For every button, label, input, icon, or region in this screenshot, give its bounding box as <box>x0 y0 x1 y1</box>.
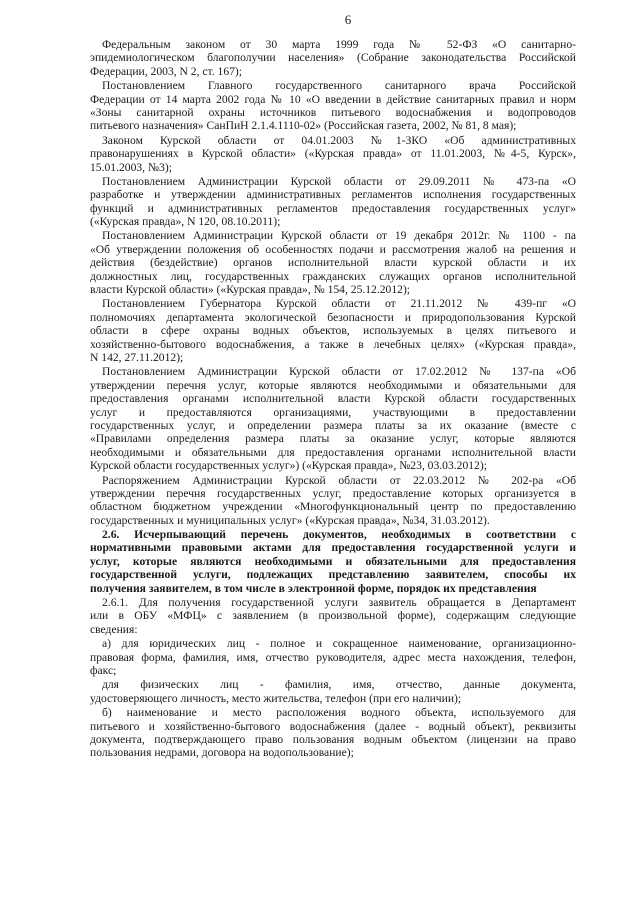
paragraph <box>90 365 576 472</box>
section-heading <box>90 528 576 595</box>
text-line: Постановлением Администрации Курской области от 17.02.2012 № 137-па «Об <box>102 365 576 379</box>
text-line: Постановлением Губернатора Курской области от 21.11.2012 № 439-пг «О <box>102 297 576 311</box>
text-line: Федерации, 2003, N 2, ст. 167); <box>90 64 243 78</box>
text-line: разработке и утверждении административных регламентов исполнения государственных <box>90 188 576 202</box>
text-line: Федерации от 14 марта 2002 года № 10 «О введении в действие санитарных правил и норм <box>90 92 576 106</box>
paragraph <box>90 474 576 528</box>
text-line: услуг и предоставляются организациями, участвующими в предоставлении <box>90 405 576 419</box>
paragraph <box>90 297 576 364</box>
text-line: правовая форма, фамилия, имя, отчество руководителя, адрес места нахождения, телефон, <box>90 650 576 664</box>
text-line: Федеральным законом от 30 марта 1999 года № 52-ФЗ «О санитарно- <box>102 38 576 51</box>
text-line: действия (бездействие) органов исполнительной власти курской области и их <box>90 256 576 270</box>
paragraph <box>90 175 576 229</box>
text-line: факс; <box>90 663 117 677</box>
text-line: Законом Курской области от 04.01.2003 №1-ЗКО «Об административных <box>102 133 576 147</box>
text-line: Распоряжением Администрации Курской области от 22.03.2012 № 202-ра «Об <box>102 473 576 487</box>
text-line: функций и административных регламентов предоставления государственных услуг» <box>90 201 576 215</box>
paragraph <box>90 637 576 677</box>
page-number: 6 <box>344 12 352 27</box>
text-line: эпидемиологическом благополучии населения» (Собрание законодательства Российской <box>90 51 576 65</box>
text-line: государственной услуги, подлежащих представлению заявителем, способы их <box>90 568 576 582</box>
document-body <box>90 38 576 760</box>
text-line: N 142, 27.11.2012); <box>90 350 184 364</box>
text-line: или в ОБУ «МФЦ» с заявлением (в произвольной форме), содержащим следующие <box>90 609 576 623</box>
paragraph <box>90 678 576 705</box>
text-line: питьевого назначения» СанПиН 2.1.4.1110-02» (Российская газета, 2002, № 81, 8 мая); <box>90 119 517 133</box>
text-line: власти Курской области» («Курская правда», № 154, 25.12.2012); <box>90 283 411 297</box>
text-line: а) для юридических лиц - полное и сокращенное наименование, организационно- <box>102 637 576 651</box>
text-line: для физических лиц - фамилия, имя, отчество, данные документа, <box>102 678 576 692</box>
text-line: полномочиях департамента экологической безопасности и природопользования Курской <box>90 310 576 324</box>
text-line: должностных лиц, государственных гражданских служащих органов исполнительной <box>90 269 576 283</box>
paragraph <box>90 706 576 760</box>
text-line: государственных услуг, и определении размера платы за их оказание (вместе с <box>90 418 576 432</box>
text-line: питьевого и хозяйственно-бытового водоснабжения (далее - водный объект), реквизиты <box>90 719 576 733</box>
text-line: необходимыми и обязательными для предоставления органами исполнительной власти <box>90 445 576 459</box>
text-line: («Курская правда», N 120, 08.10.2011); <box>90 215 281 229</box>
text-line: «Зоны санитарной охраны источников питьевого водоснабжения и водопроводов <box>90 105 576 119</box>
text-line: 2.6.1. Для получения государственной услуги заявитель обращается в Департамент <box>102 596 576 610</box>
text-line: Постановлением Администрации Курской области от 29.09.2011 № 473-па «О <box>102 174 576 188</box>
text-line: утверждении перечня государственных услуг, предоставление которых организуется в <box>90 486 576 500</box>
text-line: Курской области государственных услуг») («Курская правда», №23, 03.03.2012); <box>90 459 487 473</box>
text-line: 2.6. Исчерпывающий перечень документов, необходимых в соответствии с <box>102 528 576 542</box>
text-line: б) наименование и место расположения водного объекта, используемого для <box>102 706 576 720</box>
text-line: получения заявителем, в том числе в электронной форме, порядок их представления <box>90 581 537 595</box>
paragraph <box>90 79 576 133</box>
text-line: утверждении перечня услуг, которые являются необходимыми и обязательными для <box>90 378 576 392</box>
text-line: «Правилами определения размера платы за оказание услуг, которые являются <box>90 432 576 446</box>
text-line: сведения: <box>90 622 138 636</box>
paragraph <box>90 134 576 174</box>
text-line: областном бюджетном учреждении «Многофункциональный центр по предоставлению <box>90 500 576 514</box>
text-line: «Об утверждении положения об особенностях подачи и рассмотрения жалоб на решения и <box>90 242 576 256</box>
text-line: области в сфере охраны водных объектов, используемых в целях питьевого и <box>90 324 576 338</box>
paragraph <box>90 596 576 636</box>
text-line: нормативными правовыми актами для предоставления государственной услуги и <box>90 541 576 555</box>
text-line: предоставления органами исполнительной власти Курской области государственных <box>90 392 576 406</box>
text-line: хозяйственно-бытового водоснабжения, а также в лечебных целях» («Курская правда», <box>90 337 576 351</box>
document-page <box>90 0 576 905</box>
text-line: услуг, которые являются необходимыми и обязательными для предоставления <box>90 554 576 568</box>
text-line: пользования недрами, договора на водопользование); <box>90 746 354 760</box>
paragraph <box>90 229 576 296</box>
text-line: правонарушениях в Курской области» («Курская правда» от 11.01.2003, №4-5, Курск», <box>90 147 576 161</box>
text-line: Постановлением Администрации Курской области от 19 декабря 2012г. № 1100 - па <box>102 229 576 243</box>
text-line: удостоверяющего личность, место жительства, телефон (при его наличии); <box>90 691 462 705</box>
text-line: документа, подтверждающего право пользования водным объектом (лицензии на право <box>90 732 576 746</box>
text-line: 15.01.2003, №3); <box>90 160 172 174</box>
text-line: Постановлением Главного государственного санитарного врача Российской <box>102 79 576 93</box>
text-line: государственных и муниципальных услуг» («Курская правда», №34, 31.03.2012). <box>90 513 490 527</box>
paragraph <box>90 38 576 78</box>
